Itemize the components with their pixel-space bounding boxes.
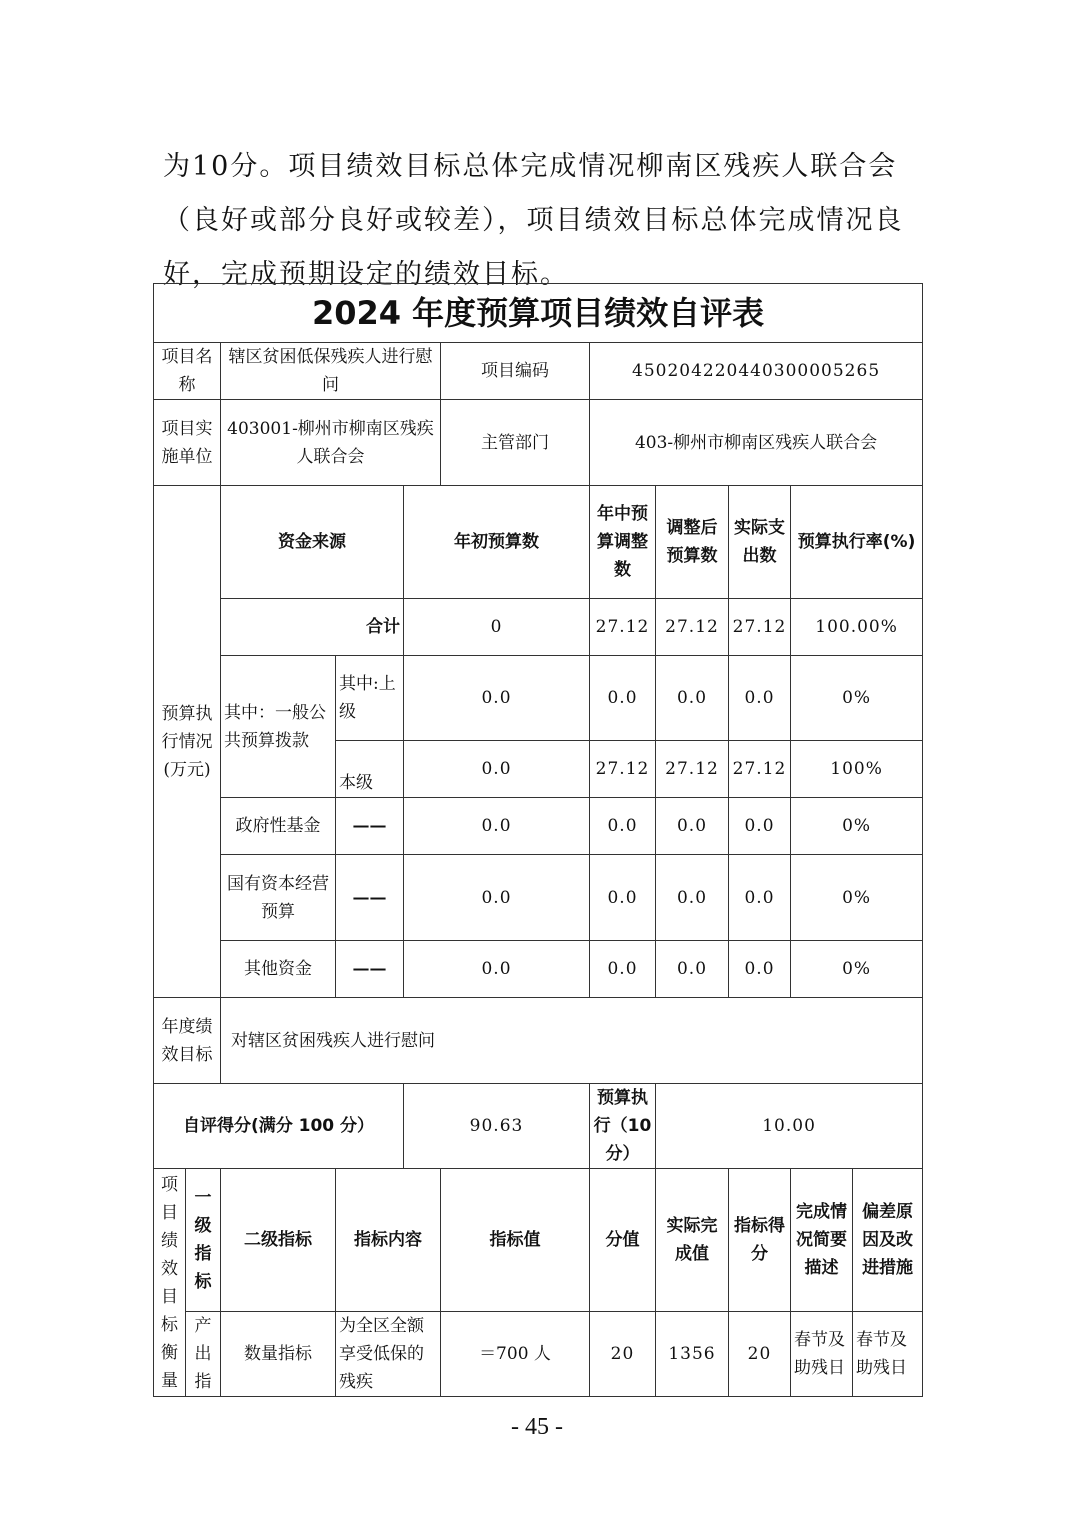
self-evaluation-table	[153, 283, 923, 1397]
cell-mid-adjust: 0.0	[590, 855, 656, 941]
cell-adjusted: 0.0	[656, 656, 729, 741]
annual-goal-label: 年度绩效目标	[154, 998, 221, 1084]
cell-rate: 0%	[791, 798, 923, 855]
dept-label: 主管部门	[441, 400, 590, 486]
cell-reason: 春节及助残日	[853, 1312, 923, 1397]
row-label: 本级	[336, 741, 404, 798]
cell-initial: 0.0	[404, 656, 590, 741]
cell-score: 20	[729, 1312, 791, 1397]
cell-mid-adjust: 27.12	[590, 741, 656, 798]
row-sub: ——	[336, 855, 404, 941]
cell-level2: 数量指标	[221, 1312, 336, 1397]
impl-unit-value: 403001-柳州市柳南区残疾人联合会	[221, 400, 441, 486]
table-row	[154, 1312, 923, 1397]
annual-goal-value: 对辖区贫困残疾人进行慰问	[221, 998, 923, 1084]
impl-unit-label: 项目实施单位	[154, 400, 221, 486]
cell-content: 为全区全额享受低保的残疾	[336, 1312, 441, 1397]
project-name-label: 项目名称	[154, 343, 221, 400]
header-rate: 预算执行率(%)	[791, 486, 923, 599]
table-row	[154, 656, 923, 741]
row-label: 其中:上级	[336, 656, 404, 741]
header-content: 指标内容	[336, 1169, 441, 1312]
row-sub: ——	[336, 798, 404, 855]
cell-actual: 27.12	[729, 599, 791, 656]
cell-initial: 0.0	[404, 855, 590, 941]
header-points: 分值	[590, 1169, 656, 1312]
indicator-section-label: 项目绩效目标衡量	[154, 1169, 186, 1397]
dept-value: 403-柳州市柳南区残疾人联合会	[590, 400, 923, 486]
cell-mid-adjust: 0.0	[590, 941, 656, 998]
header-value: 指标值	[441, 1169, 590, 1312]
cell-desc: 春节及助残日	[791, 1312, 853, 1397]
header-adjusted: 调整后预算数	[656, 486, 729, 599]
project-code-value: 450204220440300005265	[590, 343, 923, 400]
table-title: 2024 年度预算项目绩效自评表	[154, 284, 923, 343]
cell-actual: 0.0	[729, 855, 791, 941]
budget-section-label: 预算执行情况(万元)	[154, 486, 221, 998]
cell-rate: 100%	[791, 741, 923, 798]
header-initial: 年初预算数	[404, 486, 590, 599]
header-level1: 一级指标	[186, 1169, 221, 1312]
cell-rate: 100.00%	[791, 599, 923, 656]
self-score-value: 90.63	[404, 1084, 590, 1169]
budget-exec-value: 10.00	[656, 1084, 923, 1169]
project-code-label: 项目编码	[441, 343, 590, 400]
cell-adjusted: 0.0	[656, 798, 729, 855]
row-label: 政府性基金	[221, 798, 336, 855]
intro-line: （良好或部分良好或较差），项目绩效目标总体完成情况良	[163, 205, 904, 236]
cell-initial: 0.0	[404, 941, 590, 998]
cell-actual: 0.0	[729, 656, 791, 741]
header-level2: 二级指标	[221, 1169, 336, 1312]
table-row	[154, 798, 923, 855]
cell-value: ＝700 人	[441, 1312, 590, 1397]
row-label: 合计	[221, 599, 404, 656]
header-actual: 实际支出数	[729, 486, 791, 599]
cell-rate: 0%	[791, 656, 923, 741]
header-score: 指标得分	[729, 1169, 791, 1312]
table-row	[154, 599, 923, 656]
cell-actual: 0.0	[729, 941, 791, 998]
page-number: - 45 -	[511, 1414, 563, 1440]
header-mid-adjust: 年中预算调整数	[590, 486, 656, 599]
cell-level1: 产出指	[186, 1312, 221, 1397]
cell-points: 20	[590, 1312, 656, 1397]
header-reason: 偏差原因及改进措施	[853, 1169, 923, 1312]
cell-actual: 0.0	[729, 798, 791, 855]
intro-paragraph	[163, 140, 923, 302]
self-score-label: 自评得分(满分 100 分）	[154, 1084, 404, 1169]
cell-initial: 0.0	[404, 798, 590, 855]
cell-adjusted: 27.12	[656, 741, 729, 798]
cell-mid-adjust: 27.12	[590, 599, 656, 656]
cell-adjusted: 0.0	[656, 855, 729, 941]
table-row	[154, 941, 923, 998]
cell-rate: 0%	[791, 855, 923, 941]
row-label: 国有资本经营预算	[221, 855, 336, 941]
cell-mid-adjust: 0.0	[590, 656, 656, 741]
cell-actual: 1356	[656, 1312, 729, 1397]
header-desc: 完成情况简要描述	[791, 1169, 853, 1312]
row-label: 其他资金	[221, 941, 336, 998]
header-source: 资金来源	[221, 486, 404, 599]
table-row	[154, 855, 923, 941]
cell-actual: 27.12	[729, 741, 791, 798]
cell-adjusted: 27.12	[656, 599, 729, 656]
cell-rate: 0%	[791, 941, 923, 998]
budget-exec-label: 预算执行（10 分）	[590, 1084, 656, 1169]
row-group-label: 其中：一般公共预算拨款	[221, 656, 336, 798]
cell-initial: 0	[404, 599, 590, 656]
header-actual: 实际完成值	[656, 1169, 729, 1312]
row-sub: ——	[336, 941, 404, 998]
intro-line: 好，完成预期设定的绩效目标。	[163, 259, 569, 290]
intro-line: 为10分。项目绩效目标总体完成情况柳南区残疾人联合会	[163, 151, 898, 182]
cell-initial: 0.0	[404, 741, 590, 798]
project-name-value: 辖区贫困低保残疾人进行慰问	[221, 343, 441, 400]
cell-adjusted: 0.0	[656, 941, 729, 998]
cell-mid-adjust: 0.0	[590, 798, 656, 855]
